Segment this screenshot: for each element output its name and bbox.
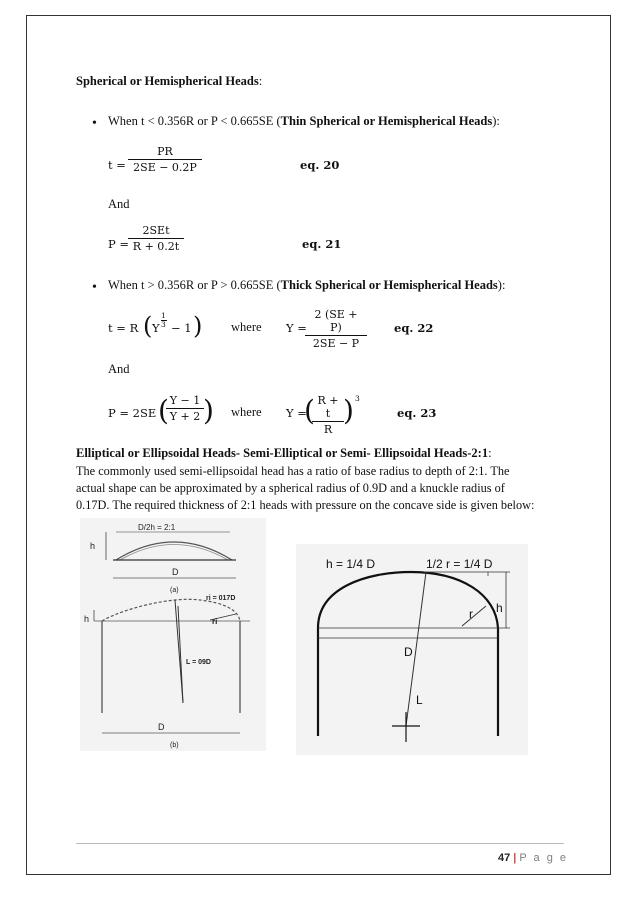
- bullet-thin-condition: When t < 0.356R or P < 0.665SE (Thin Spherical or Hemispherical Heads):: [108, 114, 500, 128]
- eq23-denominator-2: R: [312, 421, 344, 436]
- eq22-label: eq. 22: [394, 321, 434, 335]
- and-text: And: [108, 362, 130, 376]
- eq22-open-paren: (: [143, 312, 153, 340]
- page-word: P a g e: [519, 852, 568, 864]
- eq22-minus-one: − 1: [171, 321, 192, 335]
- eq22-fraction: [305, 308, 367, 350]
- eq23-label: eq. 23: [397, 406, 437, 420]
- page-number: 47: [498, 852, 511, 864]
- paragraph-line: actual shape can be approximated by a spherical radius of 0.9D and a knuckle radius of: [76, 481, 505, 495]
- eq23-open-paren: (: [158, 394, 169, 427]
- and-text: And: [108, 197, 130, 211]
- eq21-label: eq. 21: [302, 237, 342, 251]
- figure-head-dimensions: [80, 518, 266, 751]
- fig-right-h: h: [496, 601, 503, 615]
- eq23-numerator: Y − 1: [169, 394, 201, 407]
- fig-right-d: D: [404, 645, 413, 659]
- section-heading-elliptical: Elliptical or Ellipsoidal Heads- Semi-Elliptical or Semi- Ellipsoidal Heads-2:1:: [76, 446, 492, 460]
- eq22-denominator: 2SE − P: [305, 335, 367, 350]
- fig-ri: ri: [212, 617, 218, 626]
- fig-right-r-label: 1/2 r = 1/4 D: [426, 557, 493, 571]
- eq23-fraction-2: [312, 394, 344, 436]
- section-heading-spherical: Spherical or Hemispherical Heads:: [76, 74, 263, 88]
- paragraph-line: The commonly used semi-ellipsoidal head has a ratio of base radius to depth of 2:1. The: [76, 464, 510, 478]
- eq23-denominator: Y + 2: [166, 408, 204, 423]
- bullet-icon: •: [92, 116, 97, 131]
- fig-h-top: h: [90, 541, 96, 551]
- page-footer: [498, 852, 568, 864]
- eq23-fraction: [166, 394, 204, 423]
- eq20-lhs: t =: [108, 158, 126, 172]
- figure-hemispherical-head: [296, 544, 528, 755]
- page-separator: |: [513, 852, 517, 864]
- eq22-where: where: [231, 320, 262, 334]
- figure-hemispherical-head-drawing: [296, 544, 528, 755]
- paragraph-line: 0.17D. The required thickness of 2:1 heads with pressure on the concave side is given below:: [76, 498, 535, 512]
- eq20-label: eq. 20: [300, 158, 340, 172]
- eq23-open-paren-2: (: [304, 394, 315, 427]
- eq23-numerator-2: R + t: [317, 394, 339, 420]
- fig-d-bottom: D: [158, 722, 165, 732]
- eq23-where: where: [231, 405, 262, 419]
- eq21-numerator: 2SEt: [142, 224, 170, 237]
- eq22-close-paren: ): [193, 312, 203, 340]
- eq21-fraction: [128, 224, 184, 253]
- eq23-close-paren: ): [203, 394, 214, 427]
- eq20-denominator: 2SE − 0.2P: [128, 159, 202, 174]
- eq22-lhs: t = R: [108, 321, 139, 335]
- fig-right-l: L: [416, 693, 423, 707]
- eq23-y-lhs: Y =: [286, 406, 307, 420]
- bullet-thick-condition: When t > 0.356R or P > 0.665SE (Thick Spherical or Hemispherical Heads):: [108, 278, 506, 292]
- eq22-exp-den: 3: [161, 320, 166, 329]
- eq22-numerator: 2 (SE + P): [314, 308, 358, 334]
- fig-d-top: D: [172, 567, 179, 577]
- fig-caption-a: (a): [170, 587, 179, 594]
- fig-h-bottom: h: [84, 614, 90, 624]
- bullet-icon: •: [92, 280, 97, 295]
- eq22-y-lhs: Y =: [286, 321, 307, 335]
- eq20-fraction: [128, 145, 202, 174]
- eq20-numerator: PR: [157, 145, 173, 158]
- fig-caption-b: (b): [170, 742, 179, 749]
- eq21-denominator: R + 0.2t: [128, 238, 184, 253]
- eq21-lhs: P =: [108, 237, 130, 251]
- fig-right-h-label: h = 1/4 D: [326, 557, 376, 571]
- footer-divider: [76, 843, 564, 844]
- fig-ratio-label: D/2h = 2:1: [138, 523, 176, 532]
- fig-l-value: L = 09D: [186, 659, 211, 666]
- eq23-close-paren-2: ): [343, 394, 354, 427]
- eq22-exp-num: 1: [161, 311, 166, 320]
- eq22-base: Y: [152, 321, 160, 335]
- eq23-exponent: 3: [355, 394, 360, 403]
- fig-right-r: r: [469, 607, 473, 621]
- figure-head-dimensions-drawing: [80, 518, 266, 751]
- eq23-lhs: P = 2SE: [108, 406, 157, 420]
- fig-ri-value: ri = 017D: [206, 595, 236, 602]
